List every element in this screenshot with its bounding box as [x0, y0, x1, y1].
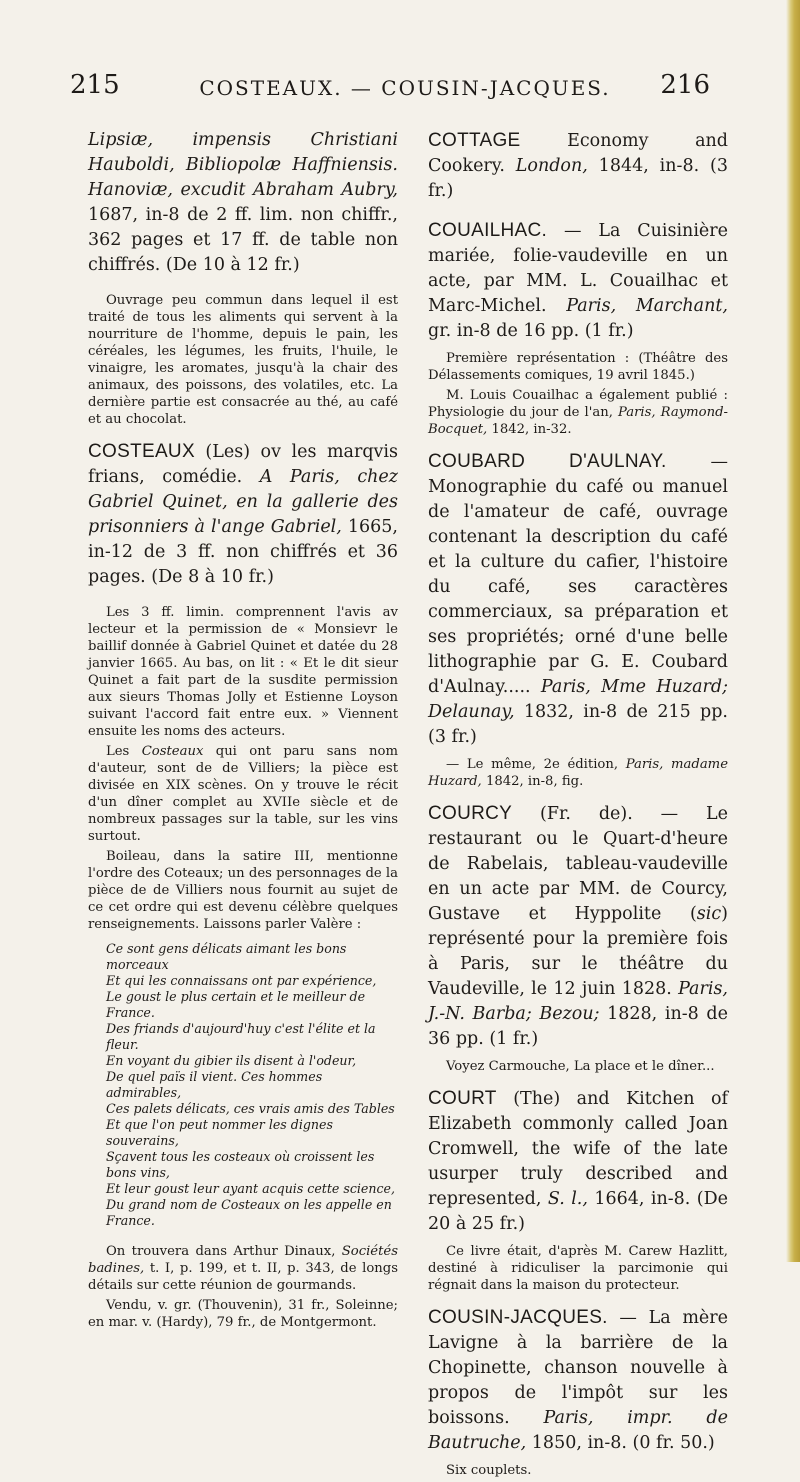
- note: — Le même, 2e édition, Paris, madame Huzard, 1842, in-8, fig.: [428, 757, 728, 789]
- note: Six couplets.: [446, 1463, 532, 1478]
- note: On trouvera dans Arthur Dinaux, Sociétés badines, t. I, p. 199, et t. II, p. 343, de longs détails sur cette réunion de gourmands.: [88, 1244, 398, 1293]
- verse-line: Des friands d'aujourd'huy c'est l'élite et la fleur.: [106, 1021, 376, 1052]
- verse-line: En voyant du gibier ils disent à l'odeur,: [106, 1053, 357, 1068]
- entry-couailhac: COUAILHAC. — La Cuisinière mariée, folie-vaudeville en un acte, par MM. L. Couailhac et Marc-Michel. Paris, Marchant, gr. in-8 de 16 pp. (1 fr.): [428, 220, 728, 341]
- note: Voyez Carmouche, La place et le dîner...: [446, 1059, 715, 1074]
- verse-line: Ce sont gens délicats aimant les bons morceaux: [106, 941, 347, 972]
- headword: COUSIN-JACQUES.: [428, 1307, 608, 1328]
- headword: COTTAGE: [428, 130, 521, 151]
- verse-line: Et qui les connaissans ont par expérience,: [106, 973, 377, 988]
- verse-line: Le goust le plus certain et le meilleur de France.: [106, 989, 366, 1020]
- entry-courcy: COURCY (Fr. de). — Le restaurant ou le Quart-d'heure de Rabelais, tableau-vaudeville en un acte par MM. de Courcy, Gustave et Hyppolite (sic) représenté pour la première fois à Paris, sur le théâtre du Vaudeville, le 12 juin 1828. Paris, J.-N. Barba; Bezou; 1828, in-8 de 36 pp. (1 fr.): [428, 803, 728, 1049]
- note: Les 3 ff. limin. comprennent l'avis av lecteur et la permission de « Monsievr le baillif donnée à Gabriel Quinet et datée du 28 janvier 1665. Au bas, on lit : « Et le dit sieur Quinet a fait part de la susdite permission aux sieurs Thomas Jolly et Estienne Loyson suivant l'accord fait entre eux. » Viennent ensuite les noms des acteurs.: [88, 605, 398, 739]
- running-title: COSTEAUX. — COUSIN-JACQUES.: [199, 76, 611, 100]
- headword: COURT: [428, 1088, 497, 1109]
- note: M. Louis Couailhac a également publié : Physiologie du jour de l'an, Paris, Raymond-Bocquet, 1842, in-32.: [428, 388, 728, 437]
- verse-line: De quel païs il vient. Ces hommes admirables,: [106, 1069, 323, 1100]
- note: Les Costeaux qui ont paru sans nom d'auteur, sont de de Villiers; la pièce est divisée en XIX scènes. On y trouve le récit d'un dîner complet au XVIIe siècle et de nombreux passages sur la table, sur les vins surtout.: [88, 744, 398, 844]
- note: Vendu, v. gr. (Thouvenin), 31 fr., Soleinne; en mar. v. (Hardy), 79 fr., de Montgermont.: [88, 1298, 398, 1330]
- page-header: [70, 66, 710, 106]
- note: Première représentation : (Théâtre des Délassements comiques, 19 avril 1845.): [428, 351, 728, 383]
- verse-line: Du grand nom de Costeaux on les appelle en France.: [106, 1197, 392, 1228]
- verse-line: Sçavent tous les costeaux où croissent les bons vins,: [106, 1149, 375, 1180]
- left-column: [88, 128, 398, 1334]
- headword: COUBARD D'AULNAY.: [428, 451, 667, 472]
- page-number-right: 216: [660, 70, 710, 100]
- entry-continuation: Lipsiæ, impensis Christiani Hauboldi, Bibliopolæ Haffniensis. Hanoviæ, excudit Abraham Aubry, 1687, in-8 de 2 ff. lim. non chiffr., 362 pages et 17 ff. de table non chiffrés. (De 10 à 12 fr.): [88, 130, 398, 275]
- verse-line: Et que l'on peut nommer les dignes souverains,: [106, 1117, 333, 1148]
- headword: COURCY: [428, 803, 513, 824]
- page-number-left: 215: [70, 70, 120, 100]
- headword: COUAILHAC.: [428, 220, 548, 241]
- note: Ouvrage peu commun dans lequel il est traité de tous les aliments qui servent à la nourriture de l'homme, depuis le pain, les céréales, les légumes, les fruits, l'huile, le vinaigre, les aromates, jusqu'à la chair des animaux, des poissons, des volatiles, etc. La dernière partie est consacrée au thé, au café et au chocolat.: [88, 293, 398, 427]
- verse-quote: [88, 941, 398, 1229]
- book-spine-edge: [786, 0, 800, 1262]
- entry-costeaux: COSTEAUX (Les) ov les marqvis frians, comédie. A Paris, chez Gabriel Quinet, en la gallerie des prisonniers à l'ange Gabriel, 1665, in-12 de 3 ff. non chiffrés et 36 pages. (De 8 à 10 fr.): [88, 441, 398, 587]
- entry-coubard: COUBARD D'AULNAY. — Monographie du café ou manuel de l'amateur de café, ouvrage contenant la description du café et la culture du cafier, l'histoire du café, ses caractères commerciaux, sa préparation et ses propriétés; orné d'une belle lithographie par G. E. Coubard d'Aulnay..... Paris, Mme Huzard; Delaunay, 1832, in-8 de 215 pp. (3 fr.): [428, 451, 728, 747]
- note: Boileau, dans la satire III, mentionne l'ordre des Coteaux; un des personnages de la pièce de de Villiers nous fournit au sujet de ce cet ordre qui est devenu célèbre quelques renseignements. Laissons parler Valère :: [88, 849, 398, 932]
- entry-cousin-jacques: COUSIN-JACQUES. — La mère Lavigne à la barrière de la Chopinette, chanson nouvelle à propos de l'impôt sur les boissons. Paris, impr. de Bautruche, 1850, in-8. (0 fr. 50.): [428, 1307, 728, 1453]
- entry-court: COURT (The) and Kitchen of Elizabeth commonly called Joan Cromwell, the wife of the late usurper truly described and represented, S. l., 1664, in-8. (De 20 à 25 fr.): [428, 1088, 728, 1234]
- verse-line: Ces palets délicats, ces vrais amis des Tables: [106, 1101, 395, 1116]
- right-column: [428, 128, 728, 1482]
- note: Ce livre était, d'après M. Carew Hazlitt, destiné à ridiculiser la parcimonie qui régnait dans la maison du protecteur.: [428, 1244, 728, 1293]
- headword: COSTEAUX: [88, 441, 195, 462]
- verse-line: Et leur goust leur ayant acquis cette science,: [106, 1181, 396, 1196]
- entry-cottage: COTTAGE Economy and Cookery. London, 1844, in-8. (3 fr.): [428, 130, 728, 201]
